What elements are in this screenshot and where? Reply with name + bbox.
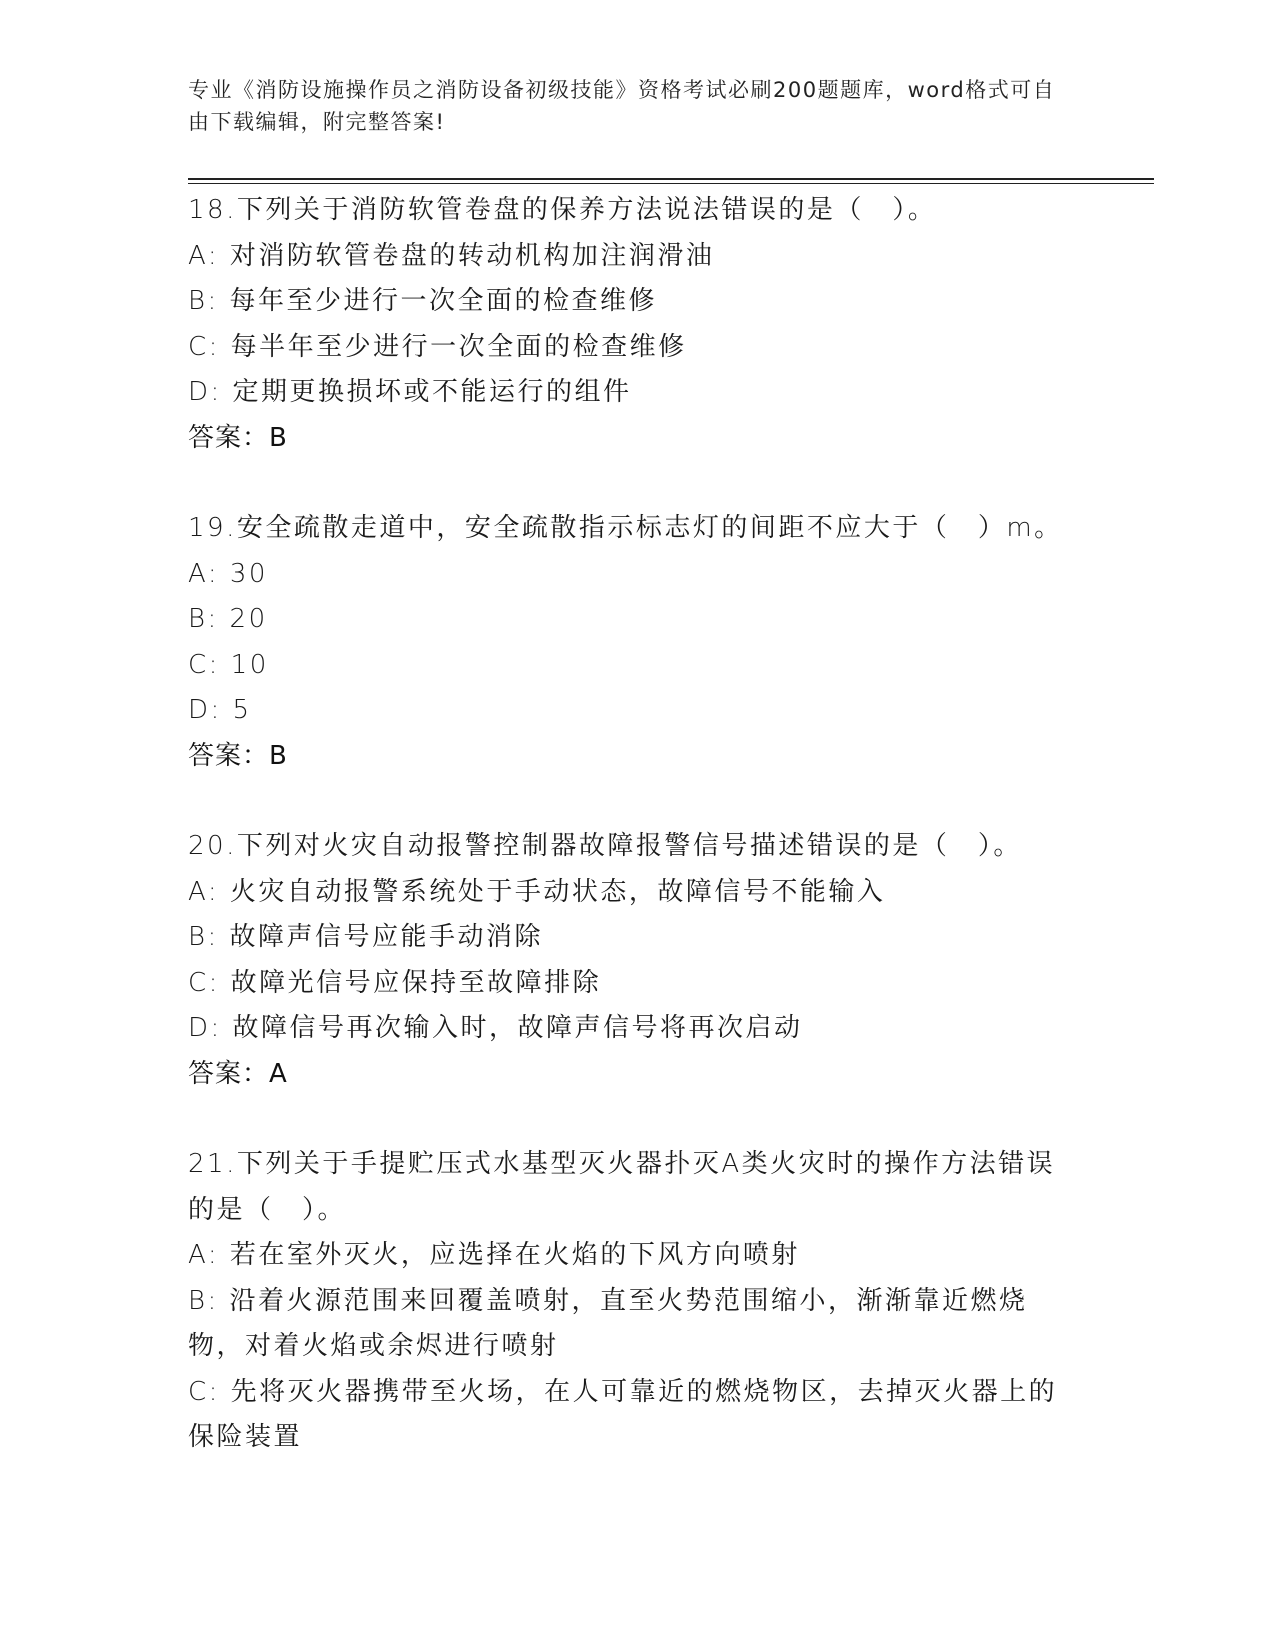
question-20 bbox=[188, 824, 1088, 1097]
header-divider bbox=[188, 178, 1154, 180]
option-b: B: 每年至少进行一次全面的检查维修 bbox=[188, 286, 658, 316]
option-b: B: 故障声信号应能手动消除 bbox=[188, 922, 544, 952]
answer: 答案：B bbox=[188, 422, 288, 453]
option-c: C: 10 bbox=[188, 649, 269, 680]
question-stem: 18.下列关于消防软管卷盘的保养方法说法错误的是（ ）。 bbox=[188, 195, 937, 225]
option-d: D: 5 bbox=[188, 695, 252, 725]
question-18 bbox=[188, 188, 1088, 461]
question-stem: 21.下列关于手提贮压式水基型灭火器扑灭A类火灾时的操作方法错误的是（ ）。 bbox=[188, 1149, 1056, 1225]
option-b: B: 20 bbox=[188, 604, 268, 634]
question-21 bbox=[188, 1142, 1088, 1461]
answer: 答案：B bbox=[188, 740, 288, 771]
header-note: 专业《消防设施操作员之消防设备初级技能》资格考试必刷200题题库，word格式可自由下载编辑，附完整答案! bbox=[188, 78, 1056, 134]
header-divider-thin bbox=[188, 183, 1154, 184]
question-stem: 19.安全疏散走道中，安全疏散指示标志灯的间距不应大于（ ）m。 bbox=[188, 513, 1063, 543]
option-d: D: 故障信号再次输入时，故障声信号将再次启动 bbox=[188, 1013, 803, 1043]
option-d: D: 定期更换损坏或不能运行的组件 bbox=[188, 377, 632, 407]
option-a: A: 30 bbox=[188, 558, 268, 589]
option-c: C: 每半年至少进行一次全面的检查维修 bbox=[188, 331, 687, 362]
option-a: A: 若在室外灭火，应选择在火焰的下风方向喷射 bbox=[188, 1240, 800, 1270]
answer: 答案：A bbox=[188, 1058, 288, 1089]
question-19 bbox=[188, 506, 1088, 779]
option-c: C: 先将灭火器携带至火场，在人可靠近的燃烧物区，去掉灭火器上的保险装置 bbox=[188, 1376, 1058, 1452]
question-stem: 20.下列对火灾自动报警控制器故障报警信号描述错误的是（ ）。 bbox=[188, 831, 1022, 861]
option-c: C: 故障光信号应保持至故障排除 bbox=[188, 967, 602, 998]
option-a: A: 对消防软管卷盘的转动机构加注润滑油 bbox=[188, 240, 715, 271]
option-a: A: 火灾自动报警系统处于手动状态，故障信号不能输入 bbox=[188, 876, 886, 907]
option-b: B: 沿着火源范围来回覆盖喷射，直至火势范围缩小，渐渐靠近燃烧物，对着火焰或余烬进行喷射 bbox=[188, 1285, 1028, 1361]
